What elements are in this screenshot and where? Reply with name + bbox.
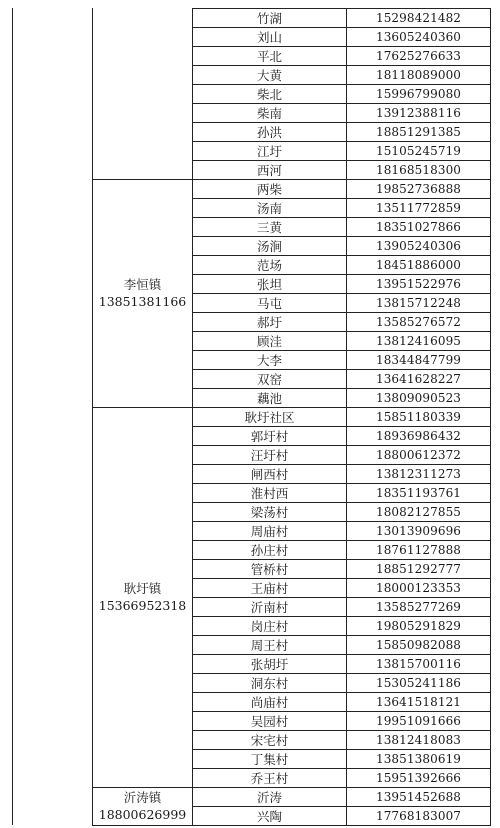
village-phone: 18851292777: [375, 561, 462, 576]
row-line: [192, 654, 491, 655]
village-phone: 19951091666: [375, 713, 462, 728]
village-phone: 13605240360: [375, 29, 462, 44]
town-name: 耿圩镇: [123, 581, 162, 596]
village-phone: 18168518300: [375, 162, 462, 177]
village-phone: 18118089000: [375, 67, 462, 82]
village-name: 顾洼: [256, 333, 282, 349]
village-phone: 18082127855: [375, 504, 462, 519]
row-line: [192, 84, 491, 85]
village-phone: 18800612372: [375, 447, 462, 462]
village-name: 管桥村: [250, 561, 289, 577]
row-line: [192, 578, 491, 579]
town-phone: 15366952318: [98, 598, 187, 613]
row-line: [192, 502, 491, 503]
town-cell: [93, 8, 192, 179]
village-phone: 15951392666: [375, 770, 462, 785]
village-phone: 15851180339: [375, 409, 462, 424]
village-phone: 13905240306: [375, 238, 462, 253]
column-line: [12, 8, 13, 825]
group-line: [92, 787, 491, 788]
village-name: 郝圩: [256, 314, 282, 330]
village-name: 尚庙村: [250, 694, 289, 710]
town-name: 李恒镇: [123, 277, 162, 292]
village-phone: 13951452688: [375, 789, 462, 804]
village-name: 范场: [256, 257, 282, 273]
town-cell: [93, 179, 192, 407]
village-name: 三黄: [256, 219, 282, 235]
group-line: [92, 407, 491, 408]
group-line: [92, 179, 491, 180]
village-name: 刘山: [256, 29, 282, 45]
village-name: 柴南: [256, 105, 282, 121]
row-line: [192, 692, 491, 693]
village-name: 乔王村: [250, 770, 289, 786]
row-line: [192, 768, 491, 769]
row-line: [192, 312, 491, 313]
village-name: 汤南: [256, 200, 282, 216]
row-line: [192, 616, 491, 617]
village-phone: 13812418083: [375, 732, 462, 747]
row-line: [192, 236, 491, 237]
row-line: [192, 464, 491, 465]
row-line: [192, 483, 491, 484]
village-phone: 13812311273: [375, 466, 462, 481]
row-line: [192, 217, 491, 218]
village-phone: 13809090523: [375, 390, 462, 405]
village-phone: 15105245719: [375, 143, 462, 158]
row-line: [192, 540, 491, 541]
village-phone: 19852736888: [375, 181, 462, 196]
row-line: [192, 559, 491, 560]
village-name: 孙洪: [256, 124, 282, 140]
village-phone: 18936986432: [375, 428, 462, 443]
village-name: 周庙村: [250, 523, 289, 539]
row-line: [192, 711, 491, 712]
village-phone: 13013909696: [375, 523, 462, 538]
town-cell: [93, 407, 192, 787]
village-name: 周王村: [250, 637, 289, 653]
village-phone: 18761127888: [375, 542, 462, 557]
row-line: [192, 369, 491, 370]
village-name: 耿圩社区: [244, 409, 295, 425]
row-line: [192, 388, 491, 389]
village-name: 汤涧: [256, 238, 282, 254]
village-name: 吴园村: [250, 713, 289, 729]
town-cell: [93, 787, 192, 825]
row-line: [192, 597, 491, 598]
village-phone: 15305241186: [375, 675, 462, 690]
village-name: 大李: [256, 352, 282, 368]
village-phone: 13641628227: [375, 371, 462, 386]
village-name: 大黄: [256, 67, 282, 83]
village-name: 马屯: [256, 295, 282, 311]
village-name: 柴北: [256, 86, 282, 102]
town-phone: 13851381166: [98, 294, 187, 309]
village-name: 孙庄村: [250, 542, 289, 558]
village-phone: 13815700116: [375, 656, 462, 671]
village-name: 竹湖: [256, 10, 282, 26]
village-name: 沂涛: [256, 789, 282, 805]
village-phone: 13851380619: [375, 751, 462, 766]
row-line: [192, 103, 491, 104]
village-phone: 13585277269: [375, 599, 462, 614]
village-phone: 15298421482: [375, 10, 462, 25]
village-name: 洞东村: [250, 675, 289, 691]
village-name: 张坦: [256, 276, 282, 292]
village-phone: 13585276572: [375, 314, 462, 329]
village-name: 两柴: [256, 181, 282, 197]
village-name: 西河: [256, 162, 282, 178]
row-line: [192, 27, 491, 28]
village-phone: 18000123353: [375, 580, 462, 595]
village-phone: 18451886000: [375, 257, 462, 272]
village-name: 丁集村: [250, 751, 289, 767]
village-name: 岗庄村: [250, 618, 289, 634]
village-phone: 13912388116: [375, 105, 462, 120]
village-name: 郭圩村: [250, 428, 289, 444]
column-line: [490, 8, 491, 825]
village-name: 兴陶: [256, 808, 282, 824]
row-line: [192, 65, 491, 66]
village-phone: 17768183007: [375, 808, 462, 823]
village-phone: 13511772859: [375, 200, 462, 215]
village-name: 汪圩村: [250, 447, 289, 463]
row-line: [192, 46, 491, 47]
row-line: [192, 141, 491, 142]
row-line: [192, 673, 491, 674]
village-phone: 13815712248: [375, 295, 462, 310]
village-name: 闸西村: [250, 466, 289, 482]
row-line: [92, 825, 491, 826]
village-phone: 18851291385: [375, 124, 462, 139]
village-phone: 18351193761: [375, 485, 462, 500]
village-name: 淮村西: [250, 485, 289, 501]
town-phone: 18800626999: [98, 807, 187, 822]
village-name: 宋宅村: [250, 732, 289, 748]
row-line: [192, 122, 491, 123]
village-phone: 18351027866: [375, 219, 462, 234]
village-name: 张胡圩: [250, 656, 289, 672]
row-line: [192, 426, 491, 427]
row-line: [192, 198, 491, 199]
row-line: [192, 350, 491, 351]
row-line: [192, 293, 491, 294]
village-name: 江圩: [256, 143, 282, 159]
village-name: 梁荡村: [250, 504, 289, 520]
village-phone: 13951522976: [375, 276, 462, 291]
town-name: 沂涛镇: [123, 790, 162, 805]
village-phone: 13641518121: [375, 694, 462, 709]
row-line: [192, 255, 491, 256]
row-line: [192, 521, 491, 522]
village-phone: 13812416095: [375, 333, 462, 348]
row-line: [192, 635, 491, 636]
row-line: [192, 274, 491, 275]
village-phone: 15850982088: [375, 637, 462, 652]
village-name: 藕池: [256, 390, 282, 406]
row-line: [192, 160, 491, 161]
village-phone: 18344847799: [375, 352, 462, 367]
row-line: [192, 730, 491, 731]
village-phone: 17625276633: [375, 48, 462, 63]
row-line: [192, 806, 491, 807]
village-name: 王庙村: [250, 580, 289, 596]
row-line: [192, 445, 491, 446]
village-name: 平北: [256, 48, 282, 64]
row-line: [192, 331, 491, 332]
village-phone: 15996799080: [375, 86, 462, 101]
village-name: 双窑: [256, 371, 282, 387]
row-line: [192, 8, 491, 9]
village-name: 沂南村: [250, 599, 289, 615]
row-line: [192, 749, 491, 750]
village-phone: 19805291829: [375, 618, 462, 633]
